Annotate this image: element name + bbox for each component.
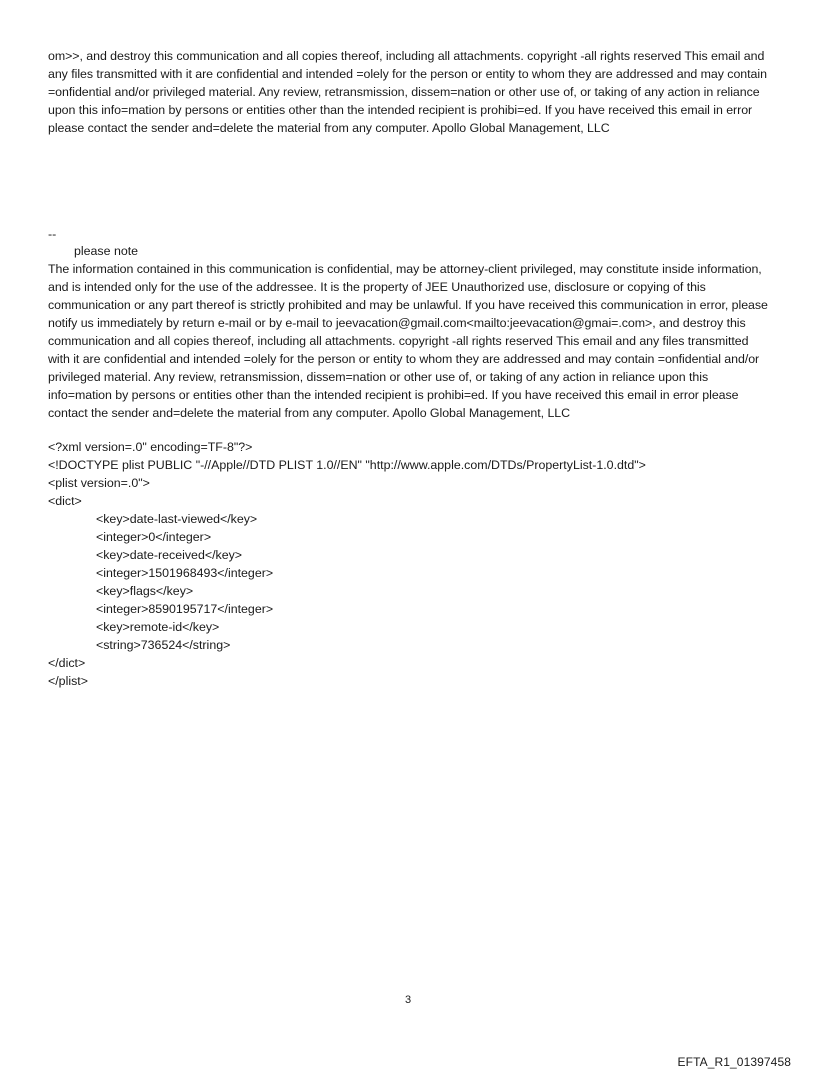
xml-declaration: <?xml version=.0" encoding=TF-8"?> [48,439,253,454]
dict-open-tag: <dict> [48,493,82,508]
page-number: 3 [404,994,412,1006]
plist-entry: <key>date-received</key> [96,547,243,562]
plist-close-tag: </plist> [48,673,88,688]
plist-entry: <key>date-last-viewed</key> [96,511,258,526]
spacer [48,423,768,438]
note-heading: please note [74,244,139,259]
signature-separator: -- [48,226,57,241]
plist-entry: <string>736524</string> [96,637,231,652]
plist-entry: <integer>0</integer> [96,529,212,544]
plist-entry: <key>remote-id</key> [96,619,220,634]
dict-close-tag: </dict> [48,655,86,670]
spacer [48,138,768,226]
document-id-stamp: EFTA_R1_01397458 [677,1055,791,1069]
document-page [48,48,768,690]
disclaimer-paragraph-1: om>>, and destroy this communication and all copies thereof, including all attachments. copyright -all rights reserved This email and any files transmitted with it are confidential and intended =olely for the person or entity to whom they are addressed and may contain =onfidential and/or privileged material. Any review, retransmission, dissem=nation or other use of, or taking of any action in reliance upon this info=mation by persons or entities other than the intended recipient is prohibi=ed. If you have received this email in error please contact the sender and=delete the material from any computer. Apollo Global Management, LLC [48,49,767,135]
disclaimer-paragraph-2: The information contained in this communication is confidential, may be attorney-client privileged, may constitute inside information, and is intended only for the use of the addressee. It is the property of JEE Unauthorized use, disclosure or copying of this communication or any part thereof is strictly prohibited and may be unlawful. If you have received this communication in error, please notify us immediately by return e-mail or by e-mail to jeevacation@gmail.com<mailto:jeevacation@gmai=.com>, and destroy this communication and all copies thereof, including all attachments. copyright -all rights reserved This email and any files transmitted with it are confidential and intended =olely for the person or entity to whom they are addressed and may contain =onfidential and/or privileged material. Any review, retransmission, dissem=nation or other use of, or taking of any action in reliance upon this info=mation by persons or entities other than the intended recipient is prohibi=ed. If you have received this email in error please contact the sender and=delete the material from any computer. Apollo Global Management, LLC [48,262,768,420]
plist-open-tag: <plist version=.0"> [48,475,150,490]
doctype-line: <!DOCTYPE plist PUBLIC "-//Apple//DTD PLIST 1.0//EN" "http://www.apple.com/DTDs/PropertyList-1.0.dtd"> [48,457,646,472]
plist-entry: <key>flags</key> [96,583,194,598]
plist-entry: <integer>1501968493</integer> [96,565,274,580]
plist-entry: <integer>8590195717</integer> [96,601,274,616]
plist-block [48,438,768,690]
